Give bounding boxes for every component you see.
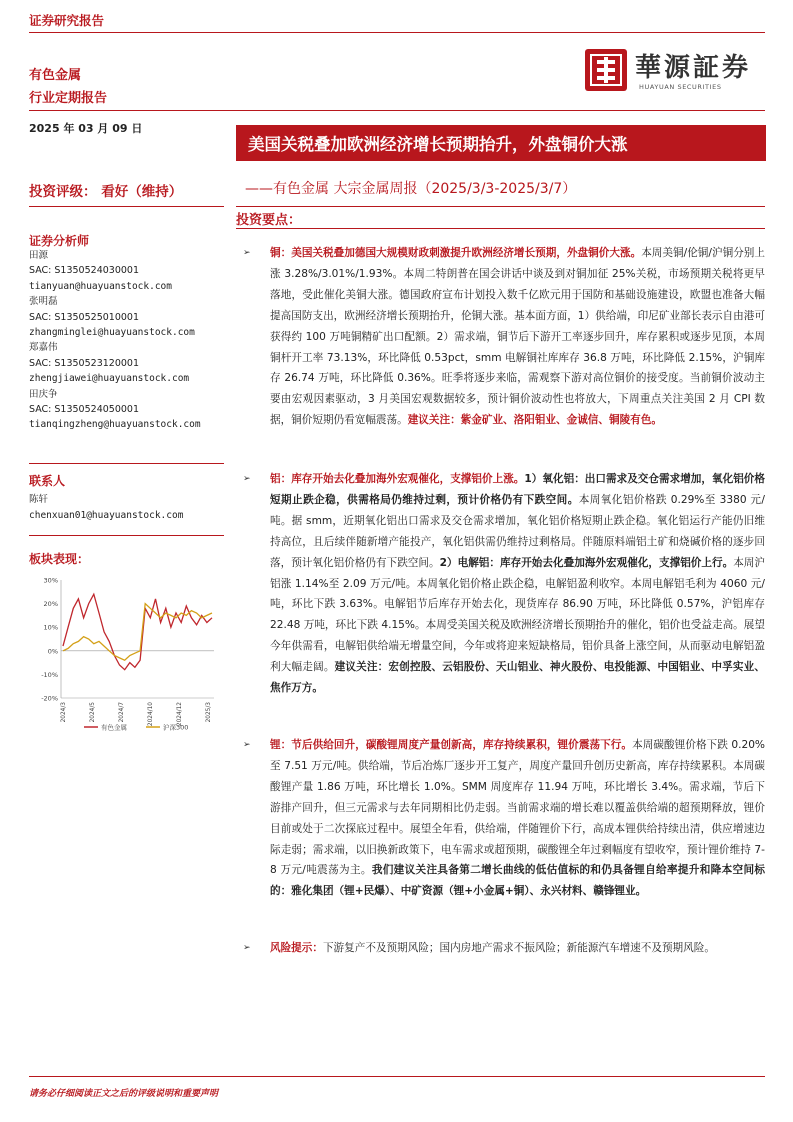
alumina-body: 本周氧化铝价格跌 0.29%至 3380 元/吨。据 smm，近期氧化铝出口需求及交仓需求增加，氧化铝价格短期止跌企稳。氧化铝运行产能仍旧维持高位，且后续伴随新增产能投产，氧化铝供需仍维持过剩格局。伴随原料端铝土矿和烧碱价格的逐步回落，预计氧化铝价格仍有下跌空间。 <box>270 493 765 569</box>
alumina-lead: 1）氧化铝：出口需求及交仓需求增加，氧化铝价格短期止跌企稳，供需格局仍维持过剩，预计价格仍有下跌空间。 <box>270 473 766 506</box>
y-tick-label: -20% <box>41 694 58 703</box>
aluminum-section <box>243 469 765 699</box>
series-line <box>63 594 212 670</box>
title-banner <box>236 125 766 161</box>
bullet-arrow-icon: ➢ <box>243 943 251 953</box>
x-tick-label: 2024/3 <box>61 702 67 723</box>
analyst-list <box>29 248 201 433</box>
copper-lead: 铜：美国关税叠加德国大规模财政刺激提升欧洲经济增长预期，外盘铜价大涨。 <box>270 247 642 259</box>
analyst-email[interactable]: tianqingzheng@huayuanstock.com <box>29 419 201 431</box>
right-divider-2 <box>236 228 765 229</box>
contact-name: 陈轩 <box>29 494 49 505</box>
analyst-name: 郑嘉伟 <box>29 342 58 354</box>
right-divider-1 <box>236 206 765 207</box>
analyst-name: 张明磊 <box>29 296 58 308</box>
risk-section <box>243 938 765 959</box>
analyst-sac: SAC: S1350523120001 <box>29 357 139 369</box>
analyst-email[interactable]: tianyuan@huayuanstock.com <box>29 280 172 292</box>
y-tick-label: 20% <box>43 600 58 609</box>
left-divider-3 <box>29 535 224 536</box>
x-tick-label: 2024/7 <box>119 702 125 723</box>
analyst-email[interactable]: zhengjiawei@huayuanstock.com <box>29 373 190 385</box>
page-subtitle: ——有色金属 大宗金属周报（2025/3/3-2025/3/7） <box>245 181 577 197</box>
contact-title: 联系人 <box>29 474 66 488</box>
bullet-arrow-icon: ➢ <box>243 474 251 484</box>
contact-email[interactable]: chenxuan01@huayuanstock.com <box>29 509 184 521</box>
footer-divider <box>29 1076 765 1077</box>
lithium-advice: 我们建议关注具备第二增长曲线的低估值标的和仍具备锂自给率提升和降本空间标的：雅化集团（锂+民爆）、中矿资源（锂+小金属+铜）、永兴材料、赣锋锂业。 <box>270 864 765 898</box>
report-date: 2025 年 03 月 09 日 <box>29 122 143 135</box>
company-logo <box>585 49 765 97</box>
logo-name: 華源証券 <box>635 53 752 83</box>
investment-rating <box>29 180 182 200</box>
left-divider-1 <box>29 206 224 207</box>
page-title: 美国关税叠加欧洲经济增长预期抬升，外盘铜价大涨 <box>248 135 628 154</box>
risk-lead: 风险提示： <box>270 942 323 954</box>
lithium-lead: 锂：节后供给回升，碳酸锂周度产量创新高，库存持续累积，锂价震荡下行。 <box>270 739 633 751</box>
copper-advice: 建议关注：紫金矿业、洛阳钼业、金诚信、铜陵有色。 <box>407 414 662 427</box>
chart-title: 板块表现： <box>29 552 90 566</box>
x-tick-label: 2024/12 <box>177 702 183 727</box>
bullet-arrow-icon: ➢ <box>243 248 251 258</box>
footer-disclaimer: 请务必仔细阅读正文之后的评级说明和重要声明 <box>29 1089 219 1099</box>
electrolytic-aluminum-body: 本周沪铝涨 1.14%至 2.09 万元/吨。本周氧化铝价格止跌企稳，电解铝盈利收窄。本周电解铝毛利为 4060 元/吨，环比下跌 3.63%。电解铝节后库存开始去化，现货库存 86.90 万吨，环比降低 0.57%，沪铝库存 22.48 万吨，环比下跌 4.15%。本周受美国关税及欧洲经济增长预期抬升的催化，铝价也受益走高。展望今年供需看，电解铝供给端无增量空间，今年或将迎来短缺格局，铝价具备上涨空间，从而驱动电解铝盈利大幅走阔。 <box>270 556 765 674</box>
x-tick-label: 2025/3 <box>206 702 212 723</box>
analyst-name: 田源 <box>29 250 49 261</box>
x-tick-label: 2024/5 <box>90 702 96 723</box>
analyst-sac: SAC: S1350524050001 <box>29 404 139 416</box>
copper-body: 本周美铜/伦铜/沪铜分别上涨 3.28%/3.01%/1.93%。本周二特朗普在国会讲话中谈及到对铜加征 25%关税，市场预期关税将更早落地，受此催化美铜大涨。德国政府宣布计划投入数千亿欧元用于国防和基础设施建设，欧盟也准备大幅提高国防支出，欧洲经济增长预期抬升，伦铜大涨。基本面方面，1）供给端，印尼矿业部长表示自由港可获得约 100 万吨铜精矿出口配额。2）需求端，铜节后下游开工率逐步回升，库存累积或逐步见顶，本周铜杆开工率 73.13%，环比降低 0.53pct，smm 电解铜社库库存 36.8 万吨，环比降低 2.15%，沪铜库存 26.74 万吨，环比降低 0.36%。旺季将逐步来临，需观察下游对高位铜价的接受度。当前铜价波动主要由宏观因素驱动，3 月美国宏观数据较多，预计铜价波动性也将放大，下周重点关注美国 2 月 CPI 数据，铜价短期仍看宽幅震荡。 <box>270 247 765 427</box>
rating-value: 看好（维持） <box>101 184 183 200</box>
report-category-label: 行业定期报告 <box>29 91 108 106</box>
lithium-body: 本周碳酸锂价格下跌 0.20%至 7.51 万元/吨。供给端，节后冶炼厂逐步开工复产，周度产量回升创历史新高，库存持续累积。本周碳酸锂产量 1.86 万吨，环比增长 1.0%。SMM 周度库存 11.94 万吨，环比增长 3.4%。需求端，节后下游排产回升，但三元需求与去年同期相比仍走弱。当前需求端的增长难以覆盖供给端的超预期释放，锂价目前或处于二次探底过程中。展望全年看，供给端，伴随锂价下行，高成本锂供给持续出清，供应增速边际走弱；需求端，以旧换新政策下，电车需求或超预期，碳酸锂全年过剩幅度有望收窄，预计锂价维持 7-8 万元/吨震荡为主。 <box>270 739 765 877</box>
analyst-sac: SAC: S1350524030001 <box>29 265 139 277</box>
y-tick-label: -10% <box>41 670 58 679</box>
x-tick-label: 2024/10 <box>148 702 154 727</box>
key-points-title: 投资要点： <box>236 213 302 228</box>
y-tick-label: 30% <box>43 576 58 585</box>
y-tick-label: 10% <box>43 623 58 632</box>
analysts-title: 证券分析师 <box>29 234 90 248</box>
top-divider <box>29 32 765 33</box>
risk-body: 下游复产不及预期风险；国内房地产需求不振风险；新能源汽车增速不及预期风险。 <box>322 942 715 954</box>
analyst-name: 田庆争 <box>29 388 58 400</box>
left-divider-2 <box>29 463 224 464</box>
header-divider <box>29 110 765 111</box>
aluminum-advice: 建议关注：宏创控股、云铝股份、天山铝业、神火股份、电投能源、中国铝业、中孚实业、焦作万方。 <box>270 661 766 695</box>
report-type-label: 证券研究报告 <box>29 13 105 28</box>
legend-label: 沪深300 <box>163 723 189 732</box>
sector-performance-chart <box>29 570 224 735</box>
analyst-sac: SAC: S1350525010001 <box>29 311 139 323</box>
rating-label: 投资评级： <box>29 184 97 200</box>
analyst-email[interactable]: zhangminglei@huayuanstock.com <box>29 327 195 339</box>
bullet-arrow-icon: ➢ <box>243 740 251 750</box>
y-tick-label: 0% <box>47 647 58 656</box>
lithium-section <box>243 735 765 902</box>
logo-subtitle: HUAYUAN SECURITIES <box>639 83 722 91</box>
industry-label: 有色金属 <box>29 68 82 83</box>
legend-label: 有色金属 <box>101 723 127 732</box>
copper-section <box>243 243 765 431</box>
aluminum-lead: 铝：库存开始去化叠加海外宏观催化，支撑铝价上涨。 <box>270 473 525 485</box>
electrolytic-aluminum-lead: 2）电解铝：库存开始去化叠加海外宏观催化，支撑铝价上行。 <box>439 556 734 569</box>
logo-seal-icon <box>585 49 627 91</box>
contact-block <box>29 492 183 523</box>
